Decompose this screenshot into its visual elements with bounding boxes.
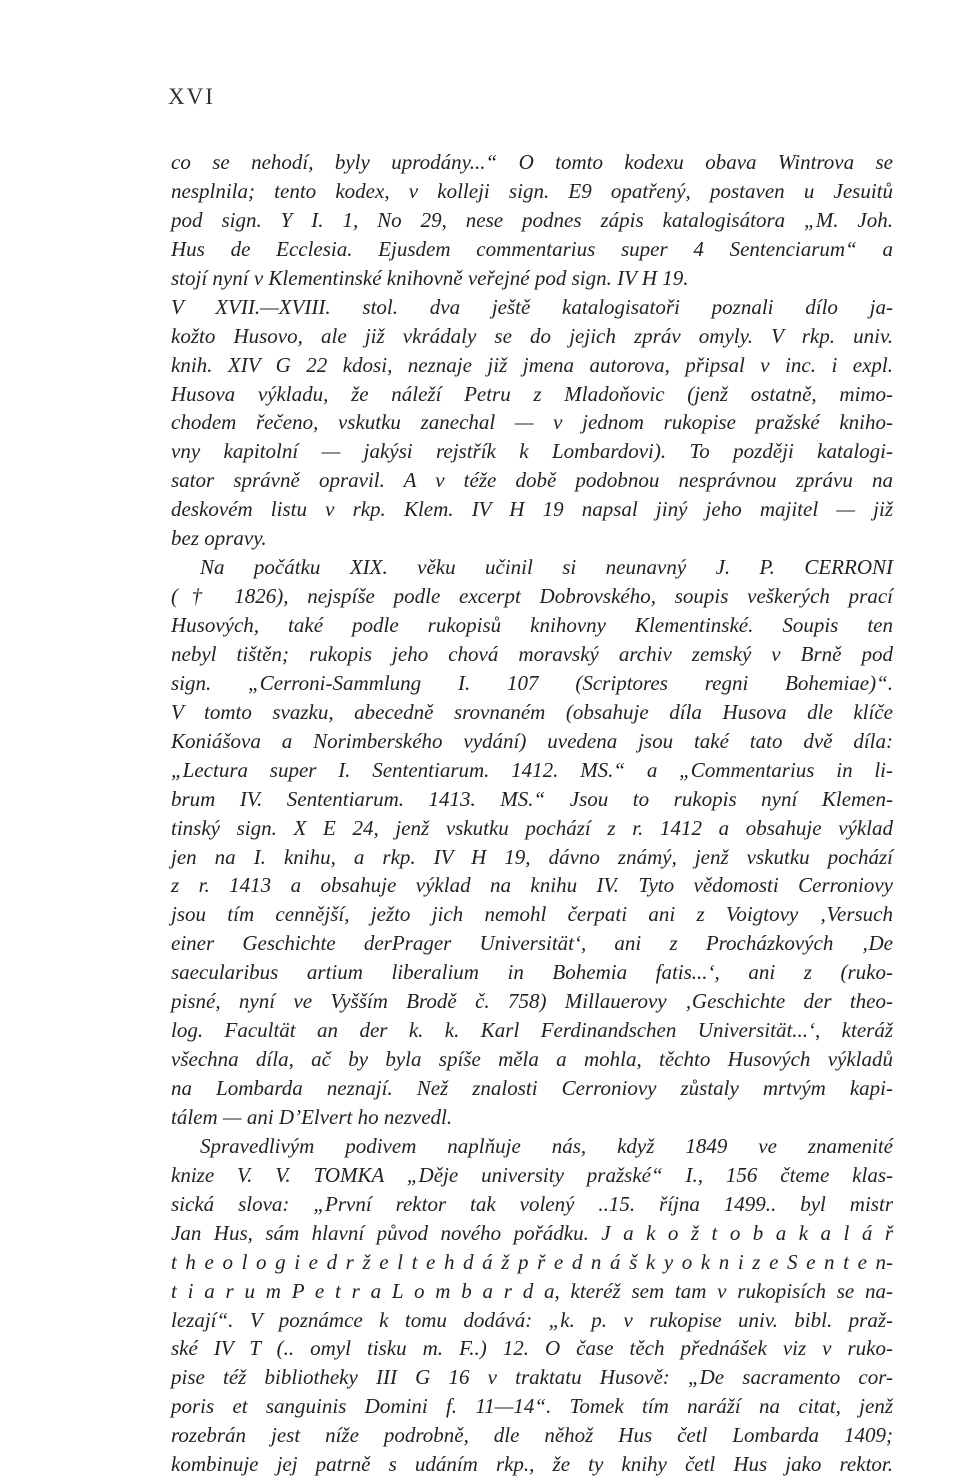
text-line: t h e o l o g i e d r ž e l t e h d á ž p ř e d n á š k y o k n i z e S e n t e n- [171, 1249, 893, 1274]
text-line: Hus de Ecclesia. Ejusdem commentarius super 4 Sentenciarum“ a [171, 236, 893, 261]
text-line: deskovém listu v rkp. Klem. IV H 19 napsal jiný jeho majitel — již [171, 497, 893, 522]
text-line: nebyl tištěn; rukopis jeho chová moravský archiv zemský v Brně pod [171, 641, 893, 666]
text-line: chodem řečeno, vskutku zanechal — v jednom rukopise pražské kniho- [171, 410, 893, 435]
text-line: sign. „Cerroni-Sammlung I. 107 (Scriptores regni Bohemiae)“. [171, 670, 893, 695]
text-line: Jan Hus, sám hlavní původ nového pořádku. J a k o ž t o b a k a l á ř [171, 1220, 893, 1245]
text-line: všechna díla, ač by byla spíše měla a mohla, těchto Husových výkladů [171, 1047, 893, 1072]
text-line: knih. XIV G 22 kdosi, neznaje již jmena autorova, připsal v inc. i expl. [171, 352, 893, 377]
text-line: lezají“. V poznámce k tomu dodává: „k. p. v rukopise univ. bibl. praž- [171, 1307, 893, 1332]
text-line: kombinuje jej patrně s udáním rkp., že ty knihy četl Hus jako rektor. [171, 1452, 893, 1477]
body-text [171, 148, 893, 1479]
text-line: Spravedlivým podivem naplňuje nás, když 1849 ve znamenité [200, 1133, 893, 1158]
text-line: vny kapitolní — jakýsi rejstřík k Lombardovi). To později katalogi- [171, 439, 893, 464]
text-line: ské IV T (.. omyl tisku m. F..) 12. O čase těch přednášek viz v ruko- [171, 1336, 893, 1361]
text-line: Na počátku XIX. věku učinil si neunavný J. P. CERRONI [200, 555, 893, 580]
text-line: tinský sign. X E 24, jenž vskutku pochází z r. 1412 a obsahuje výklad [171, 815, 893, 840]
text-line: stojí nyní v Klementinské knihovně veřejné pod sign. IV H 19. [171, 265, 689, 290]
text-line: Koniášova a Norimberského vydání) uvedena jsou také tato dvě díla: [171, 728, 893, 753]
text-line: saecularibus artium liberalium in Bohemia fatis...‘, ani z (ruko- [171, 960, 893, 985]
text-line: jen na I. knihu, a rkp. IV H 19, dávno známý, jenž vskutku pochází [171, 844, 893, 869]
text-line: na Lombarda neznají. Než znalosti Cerroniovy zůstaly mrtvým kapi- [171, 1076, 893, 1100]
text-line: pisné, nyní ve Vyšším Brodě č. 758) Millauerovy ‚Geschichte der theo- [171, 989, 893, 1014]
text-line: rozebrán jest níže podrobně, dle něhož Hus četl Lombarda 1409; [171, 1423, 893, 1448]
text-line: z r. 1413 a obsahuje výklad na knihu IV. Tyto vědomosti Cerroniovy [171, 873, 893, 898]
text-line: Husova výkladu, že náleží Petru z Mladoňovic (jenž ostatně, mimo- [171, 381, 893, 406]
page-number: XVI [168, 84, 215, 109]
text-line: tálem — ani D’Elvert ho nezvedl. [171, 1104, 453, 1129]
text-line: jsou tím cennější, ježto jich nemohl čerpati ani z Voigtovy ‚Versuch [171, 902, 893, 927]
text-line: Husových, také podle rukopisů knihovny Klementinské. Soupis ten [171, 613, 893, 637]
text-line: sator správně opravil. A v téže době podobnou nesprávnou zprávu na [171, 468, 893, 493]
text-line: († 1826), nejspíše podle excerpt Dobrovského, soupis veškerých prací [171, 584, 893, 609]
text-line: brum IV. Sententiarum. 1413. MS.“ Jsou to rukopis nyní Klemen- [171, 786, 893, 811]
text-line: pise též bibliotheky III G 16 v traktatu Husově: „De sacramento cor- [171, 1365, 893, 1390]
text-line: knize V. V. TOMKA „Děje university pražské“ I., 156 čteme klas- [171, 1162, 893, 1187]
text-line: V XVII.—XVIII. stol. dva ještě katalogisatoři poznali dílo ja- [171, 294, 893, 319]
text-line: t i a r u m P e t r a L o m b a r d a, kteréž sem tam v rukopisích se na- [171, 1278, 893, 1303]
text-line: V tomto svazku, abecedně srovnaném (obsahuje díla Husova dle klíče [171, 699, 893, 724]
text-line: „Lectura super I. Sententiarum. 1412. MS.“ a „Commentarius in li- [171, 757, 893, 782]
text-line: pod sign. Y I. 1, No 29, nese podnes zápis katalogisátora „M. Joh. [171, 207, 893, 232]
text-line: kožto Husovo, ale již vkrádaly se do jejich zpráv omyly. V rkp. univ. [171, 323, 893, 348]
text-line: co se nehodí, byly uprodány...“ O tomto kodexu obava Wintrova se [171, 150, 893, 174]
text-line: nesplnila; tento kodex, v kolleji sign. E9 opatřený, postaven u Jesuitů [171, 178, 893, 203]
text-line: einer Geschichte derPrager Universität‘, ani z Procházkových ‚De [171, 931, 893, 956]
text-line: log. Facultät an der k. k. Karl Ferdinandschen Universität...‘, kteráž [171, 1018, 893, 1043]
text-line: sická slova: „První rektor tak volený ..15. října 1499.. byl mistr [171, 1191, 893, 1216]
text-line: bez opravy. [171, 526, 267, 551]
text-line: poris et sanguinis Domini f. 11—14“. Tomek tím naráží na citat, jenž [171, 1394, 893, 1419]
